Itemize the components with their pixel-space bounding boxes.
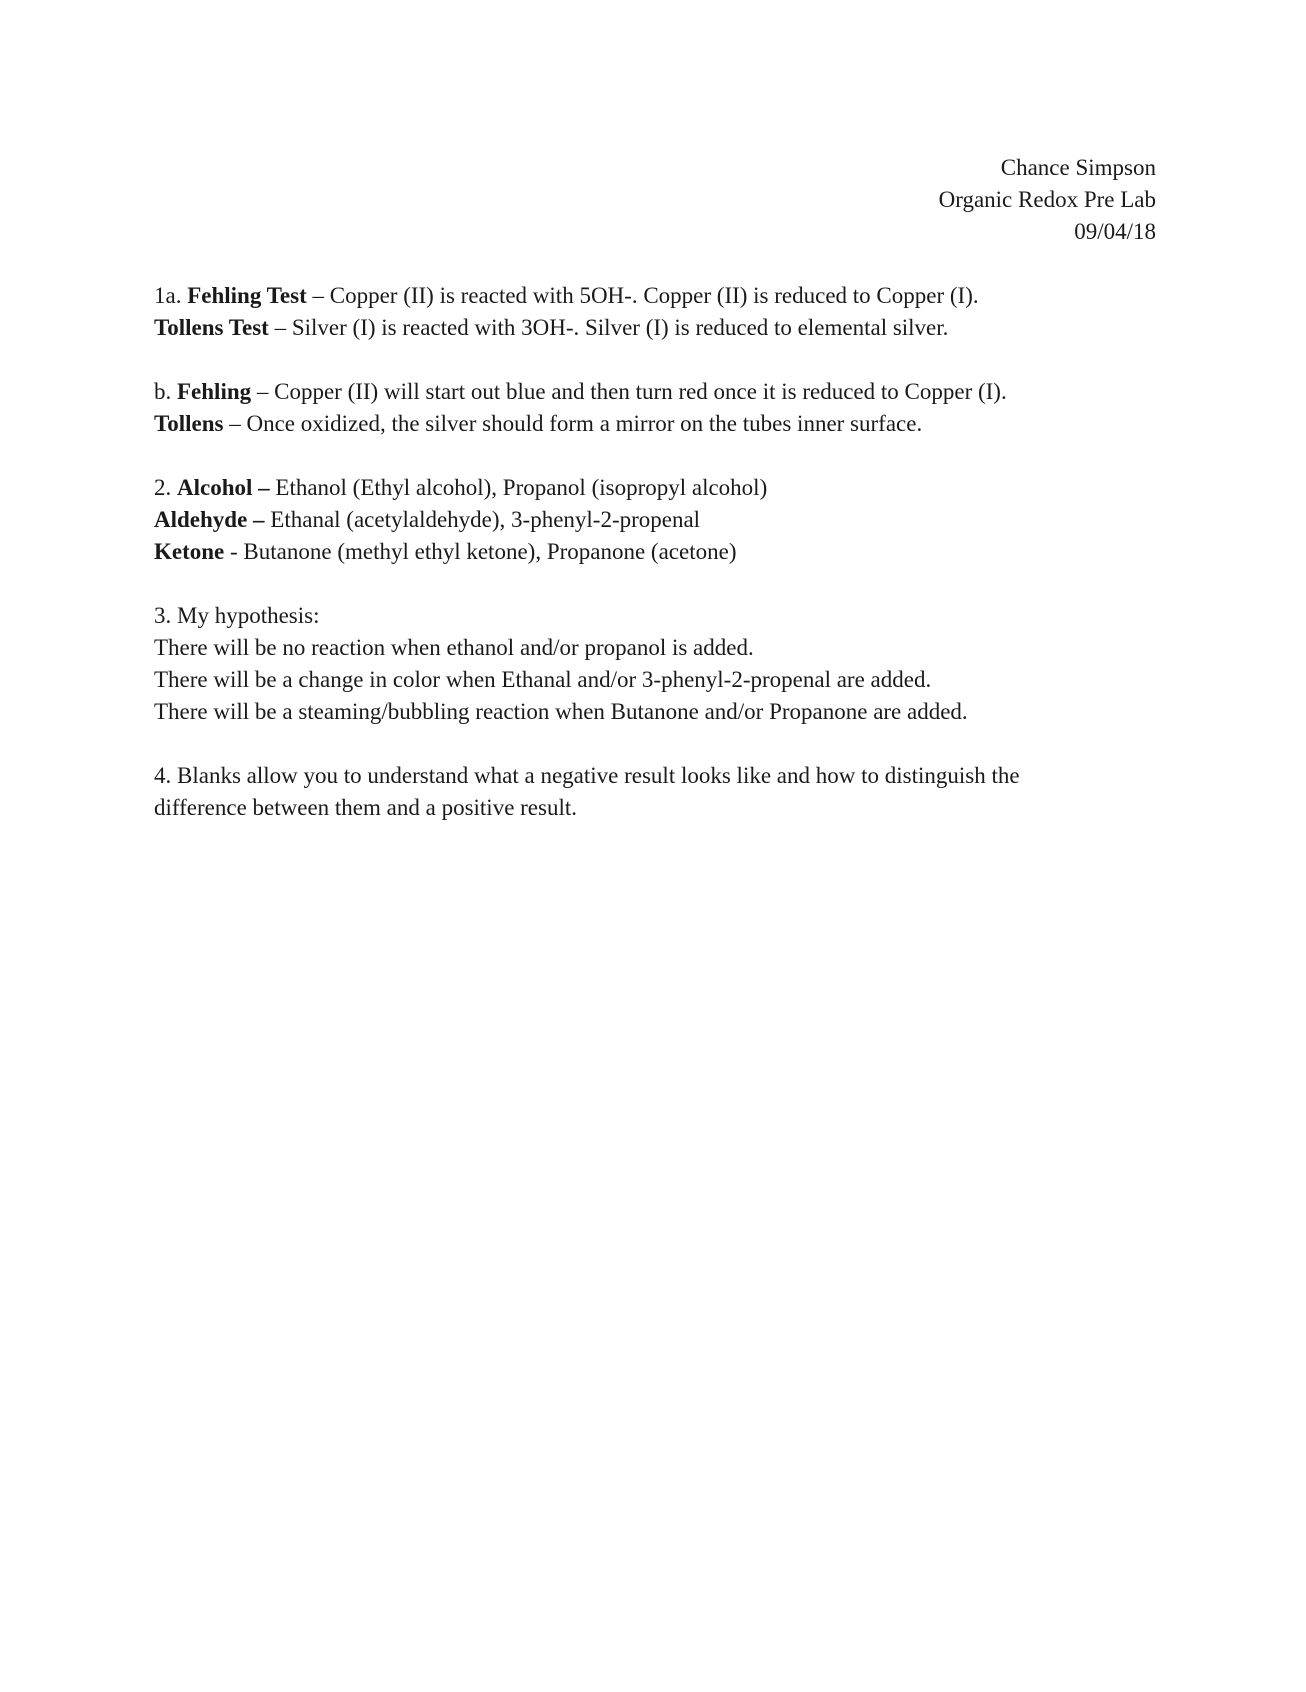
q1b-fehling-line bbox=[154, 376, 1154, 408]
spacer bbox=[154, 568, 1154, 600]
q3-hypothesis-line: There will be a change in color when Ethanal and/or 3-phenyl-2-propenal are added. bbox=[154, 667, 932, 692]
document-title: Organic Redox Pre Lab bbox=[938, 187, 1156, 212]
q2-aldehyde-text: Ethanal (acetylaldehyde), 3-phenyl-2-propenal bbox=[264, 507, 701, 532]
q2-ketone-line bbox=[154, 536, 1154, 568]
q1b-fehling-label: Fehling bbox=[177, 379, 252, 404]
q1a-fehling-line bbox=[154, 280, 1154, 312]
spacer bbox=[154, 344, 1154, 376]
q3-hypothesis-line: There will be no reaction when ethanol and/or propanol is added. bbox=[154, 635, 754, 660]
q4-line: 4. Blanks allow you to understand what a negative result looks like and how to distinguish the bbox=[154, 763, 1020, 788]
q2-alcohol-text: Ethanol (Ethyl alcohol), Propanol (isopropyl alcohol) bbox=[269, 475, 768, 500]
q1a-prefix: 1a. bbox=[154, 283, 188, 308]
q1b-tollens-line bbox=[154, 408, 1154, 440]
q1a-tollens-line bbox=[154, 312, 1154, 344]
q1a-fehling-label: Fehling Test bbox=[187, 283, 307, 308]
q3-hypothesis-line: There will be a steaming/bubbling reaction when Butanone and/or Propanone are added. bbox=[154, 699, 968, 724]
q2-alcohol-line bbox=[154, 472, 1154, 504]
q1a-tollens-label: Tollens Test bbox=[154, 315, 269, 340]
q2-alcohol-label: Alcohol – bbox=[177, 475, 270, 500]
q3-heading: 3. My hypothesis: bbox=[154, 603, 320, 628]
q1b-prefix: b. bbox=[154, 379, 177, 404]
q2-ketone-text: - Butanone (methyl ethyl ketone), Propanone (acetone) bbox=[224, 539, 737, 564]
q1b-tollens-label: Tollens bbox=[154, 411, 224, 436]
spacer bbox=[154, 440, 1154, 472]
q2-aldehyde-line bbox=[154, 504, 1154, 536]
q2-ketone-label: Ketone bbox=[154, 539, 225, 564]
q1b-fehling-text: – Copper (II) will start out blue and then turn red once it is reduced to Copper (I). bbox=[251, 379, 1007, 404]
q1a-fehling-text: – Copper (II) is reacted with 5OH-. Copper (II) is reduced to Copper (I). bbox=[306, 283, 979, 308]
author-name: Chance Simpson bbox=[1000, 155, 1156, 180]
q2-aldehyde-label: Aldehyde – bbox=[154, 507, 265, 532]
document-header bbox=[939, 152, 1156, 248]
q1b-tollens-text: – Once oxidized, the silver should form a mirror on the tubes inner surface. bbox=[223, 411, 923, 436]
document-body bbox=[154, 280, 1154, 824]
q4-line: difference between them and a positive result. bbox=[154, 795, 577, 820]
spacer bbox=[154, 728, 1154, 760]
q1a-tollens-text: – Silver (I) is reacted with 3OH-. Silver (I) is reduced to elemental silver. bbox=[268, 315, 949, 340]
q2-prefix: 2. bbox=[154, 475, 177, 500]
document-date: 09/04/18 bbox=[1074, 219, 1156, 244]
